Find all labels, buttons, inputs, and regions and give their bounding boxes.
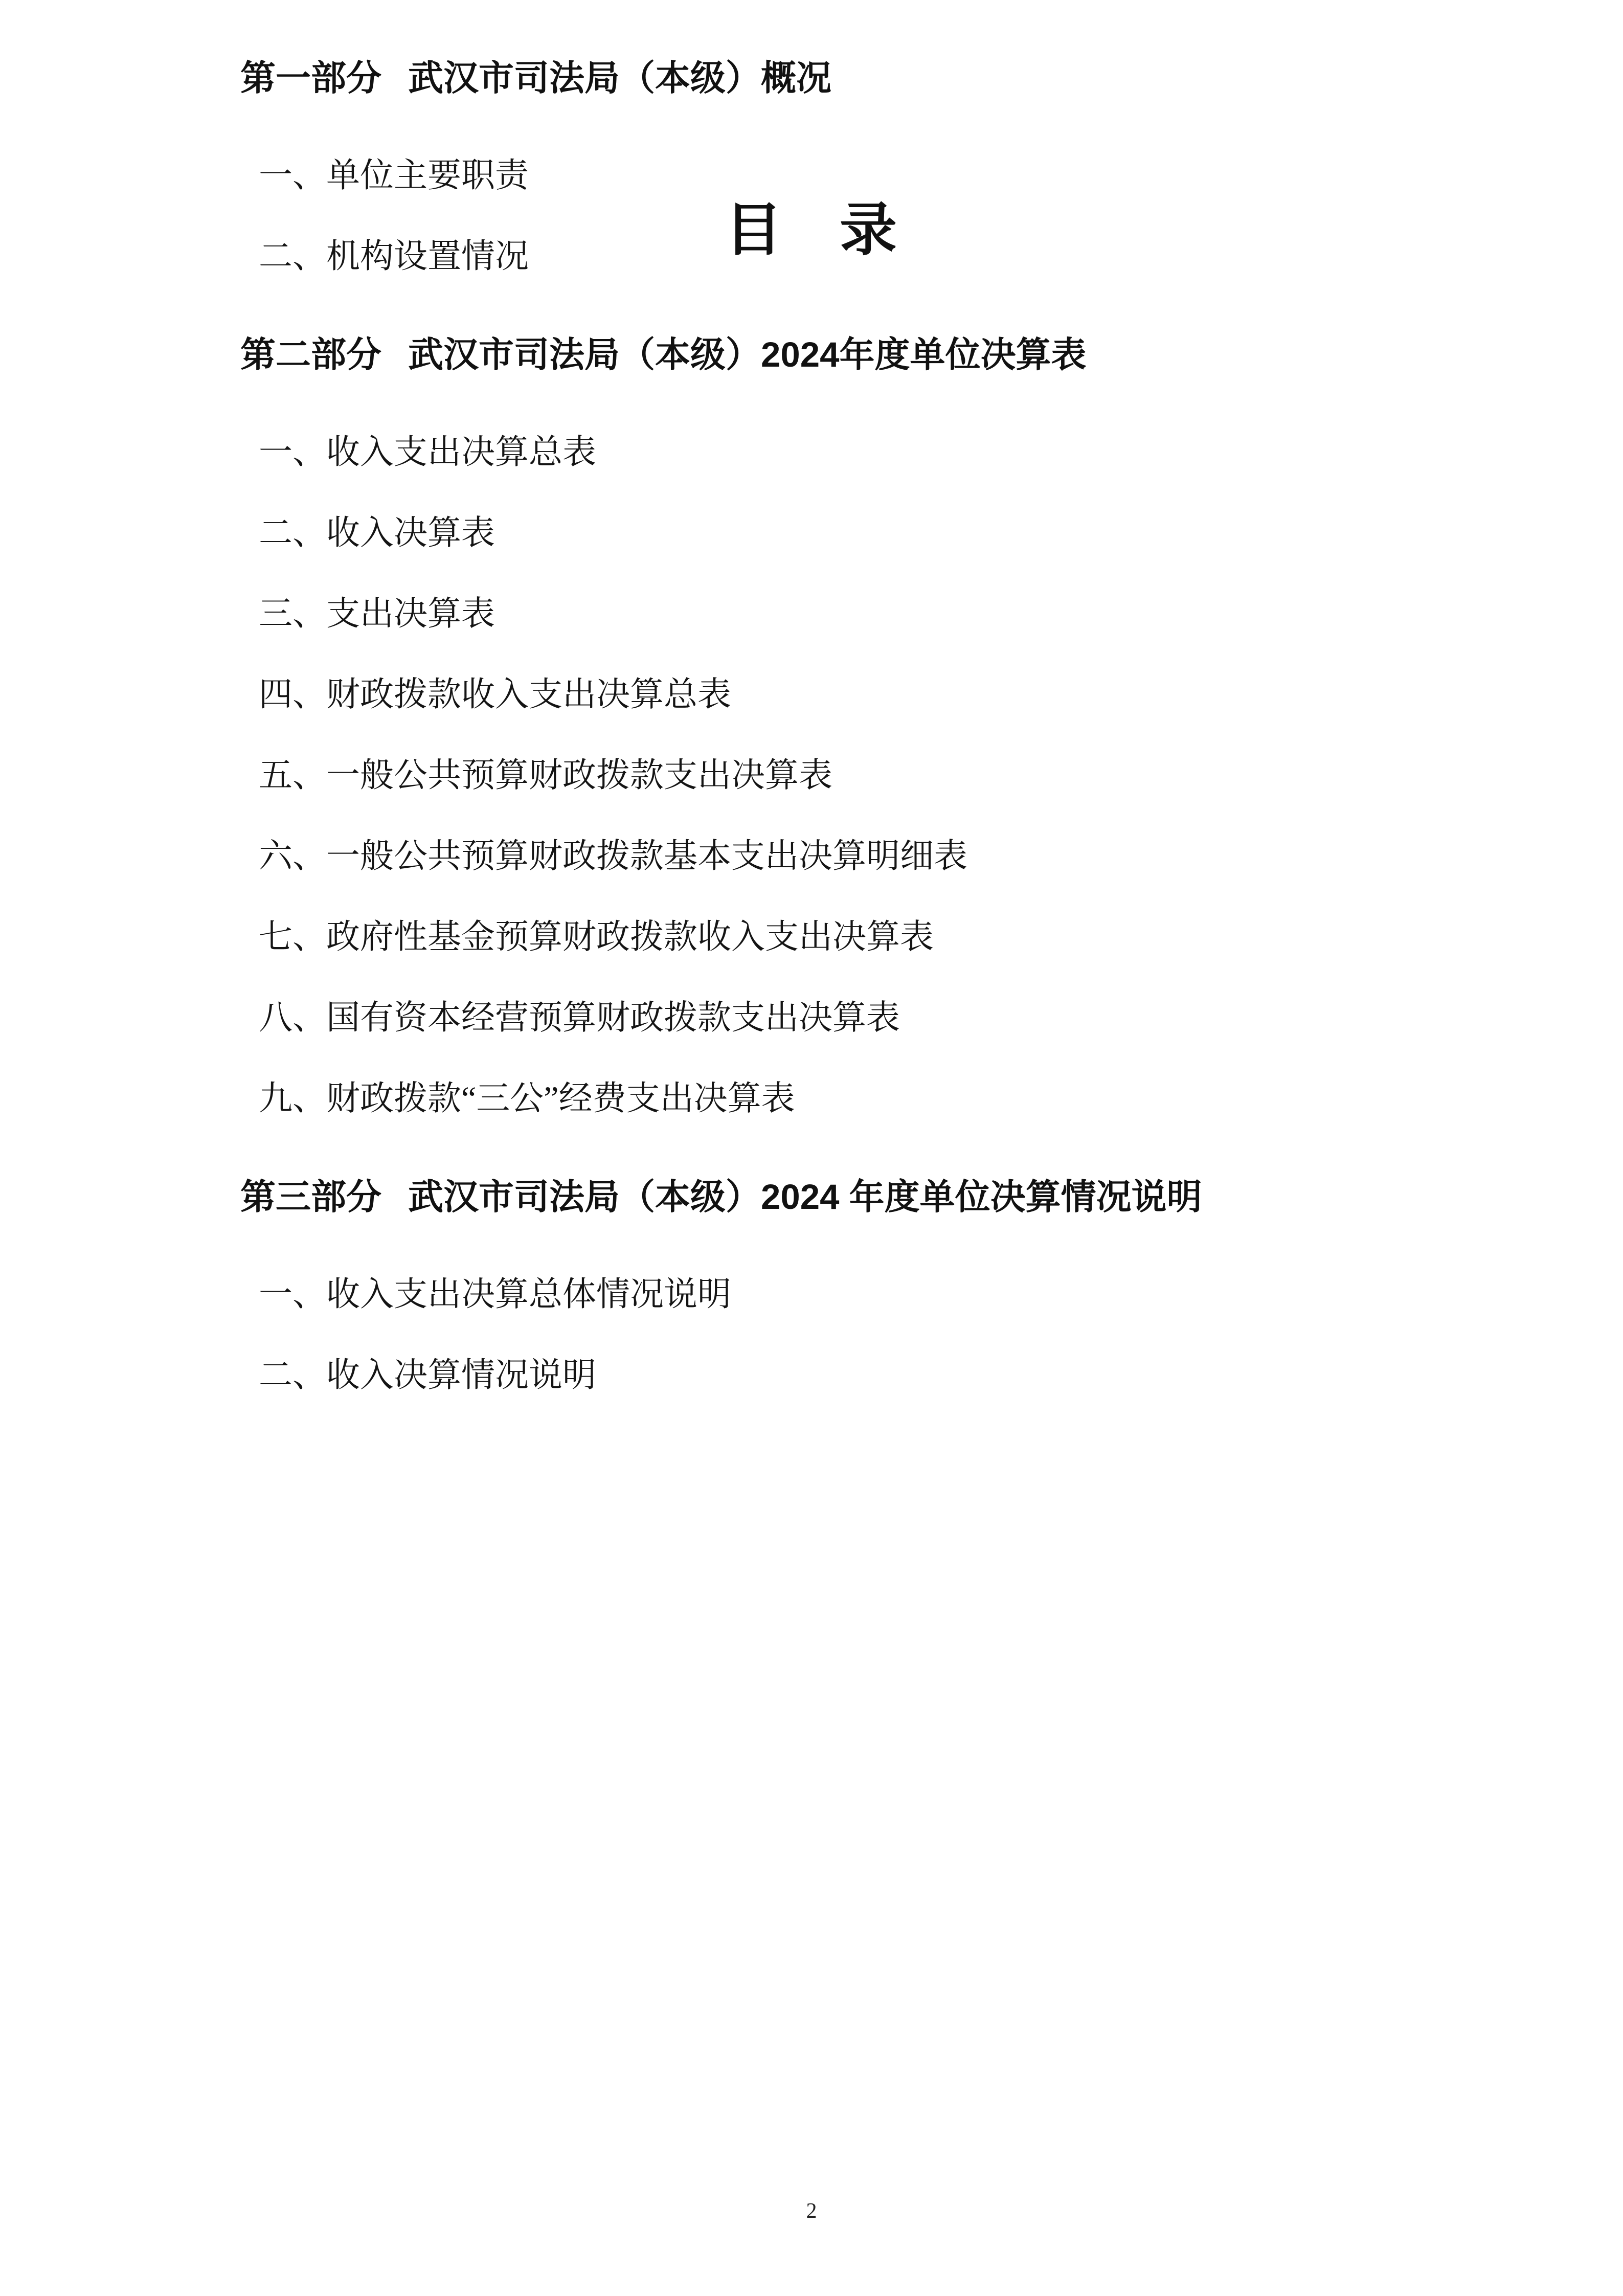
toc-entry-label: 三、支出决算表: [259, 595, 495, 633]
toc-entry[interactable]: [240, 1359, 1416, 1392]
toc-entry-label: 二、收入决算情况说明: [259, 1357, 596, 1394]
toc-row-spacer: [240, 372, 1416, 436]
toc-part-prefix: 第二部分: [240, 335, 381, 374]
toc-entry[interactable]: [240, 240, 1416, 274]
toc-row-spacer: [240, 1214, 1416, 1278]
toc-part-heading[interactable]: [240, 1177, 1416, 1217]
toc-row-spacer: [240, 1312, 1416, 1359]
toc-part-heading[interactable]: [240, 60, 1416, 96]
toc-row-spacer: [240, 193, 1416, 240]
page-number: 2: [806, 2199, 817, 2223]
toc-row-spacer: [240, 793, 1416, 840]
toc-entry-label: 一、收入支出决算总体情况说明: [259, 1276, 731, 1313]
toc-entry[interactable]: [240, 1082, 1416, 1116]
toc-entry-label: 二、收入决算表: [259, 514, 495, 552]
toc-row-spacer: [240, 954, 1416, 1001]
toc-entry-label: 九、财政拨款“三公”经费支出决算表: [259, 1080, 795, 1117]
toc-row-spacer: [240, 1116, 1416, 1179]
toc-container: [240, 0, 1416, 1392]
toc-entry[interactable]: [240, 1001, 1416, 1035]
toc-row-spacer: [240, 469, 1416, 516]
toc-entry-label: 八、国有资本经营预算财政拨款支出决算表: [259, 999, 900, 1037]
toc-entry-label: 五、一般公共预算财政拨款支出决算表: [259, 757, 832, 794]
toc-part-prefix: 第一部分: [240, 58, 381, 98]
toc-entry[interactable]: [240, 597, 1416, 631]
toc-entry-label: 七、政府性基金预算财政拨款收入支出决算表: [259, 918, 934, 956]
toc-row-spacer: [240, 631, 1416, 678]
toc-row-spacer: [240, 550, 1416, 597]
toc-row-spacer: [240, 96, 1416, 159]
toc-row-spacer: [240, 873, 1416, 920]
toc-entry[interactable]: [240, 678, 1416, 712]
toc-entry[interactable]: [240, 840, 1416, 873]
toc-entry[interactable]: [240, 436, 1416, 469]
toc-entry-label: 二、机构设置情况: [259, 238, 529, 275]
toc-part-heading[interactable]: [240, 337, 1416, 372]
table-of-contents: [240, 60, 1416, 1392]
toc-entry[interactable]: [240, 759, 1416, 793]
toc-part-prefix: 第三部分: [240, 1177, 381, 1217]
toc-entry-label: 六、一般公共预算财政拨款基本支出决算明细表: [259, 838, 967, 875]
toc-part-label: 武汉市司法局（本级）概况: [408, 58, 831, 98]
toc-entry[interactable]: [240, 159, 1416, 193]
toc-row-spacer: [240, 1035, 1416, 1082]
title-char-lu: 录: [840, 198, 898, 262]
toc-part-label: 武汉市司法局（本级）2024年度单位决算表: [408, 335, 1087, 374]
title-char-mu: 目: [725, 198, 783, 262]
toc-row-spacer: [240, 712, 1416, 759]
toc-part-label: 武汉市司法局（本级）2024 年度单位决算情况说明: [408, 1177, 1202, 1217]
toc-row-spacer: [240, 274, 1416, 337]
toc-entry[interactable]: [240, 516, 1416, 550]
toc-entry-label: 四、财政拨款收入支出决算总表: [259, 676, 731, 713]
toc-entry-label: 一、单位主要职责: [259, 157, 529, 194]
toc-entry-label: 一、收入支出决算总表: [259, 434, 596, 471]
toc-entry[interactable]: [240, 1278, 1416, 1312]
toc-entry[interactable]: [240, 920, 1416, 954]
